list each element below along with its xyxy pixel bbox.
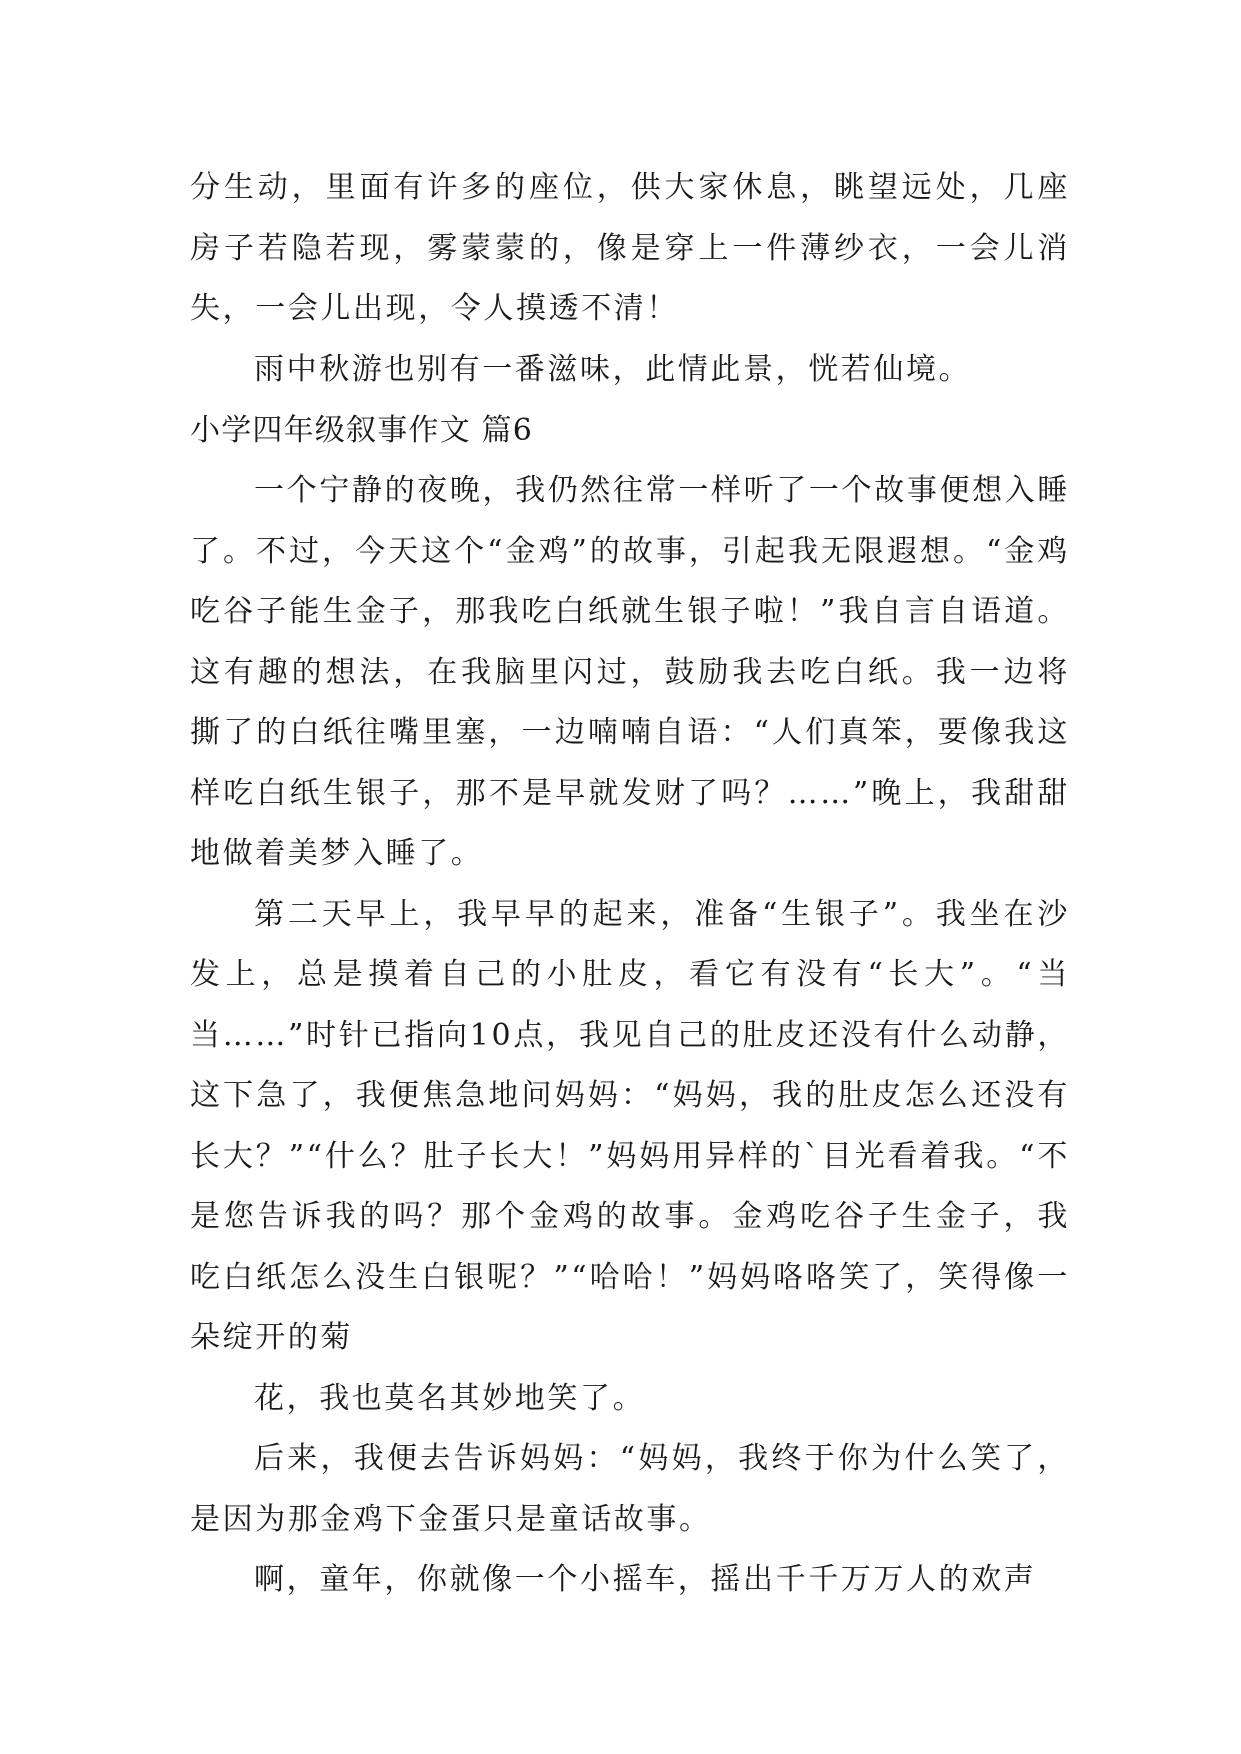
paragraph-rain-autumn-trip: 雨中秋游也别有一番滋味，此情此景，恍若仙境。	[254, 351, 972, 387]
paragraph-next-morning: 第二天早上，我早早的起来，准备“生银子”。我坐在沙发上，总是摸着自己的小肚皮，看它有没有“长大”。“当当……”时针已指向10点，我见自己的肚皮还没有什么动静，这下急了，我便焦急地问妈妈：“妈妈，我的肚皮怎么还没有长大？”“什么？肚子长大！”妈妈用异样的`目光看着我。“不是您告诉我的吗？那个金鸡的故事。金鸡吃谷子生金子，我吃白纸怎么没生白银呢？”“哈哈！”妈妈咯咯笑了，笑得像一朵绽开的菊	[190, 896, 1070, 1355]
paragraph-later: 后来，我便去告诉妈妈：“妈妈，我终于你为什么笑了，是因为那金鸡下金蛋只是童话故事。	[190, 1441, 1070, 1537]
paragraph-laughed: 花，我也莫名其妙地笑了。	[254, 1380, 646, 1416]
section-heading: 小学四年级叙事作文 篇6	[190, 413, 534, 448]
paragraph-continued: 分生动，里面有许多的座位，供大家休息，眺望远处，几座房子若隐若现，雾蒙蒙的，像是穿上一件薄纱衣，一会儿消失，一会儿出现，令人摸透不清！	[190, 170, 1070, 326]
paragraph-childhood: 啊，童年，你就像一个小摇车，摇出千千万万人的欢声	[254, 1562, 1037, 1597]
document-body	[190, 158, 1070, 1611]
paragraph-golden-chicken-story: 一个宁静的夜晚，我仍然往常一样听了一个故事便想入睡了。不过，今天这个“金鸡”的故事，引起我无限遐想。“金鸡吃谷子能生金子，那我吃白纸就生银子啦！”我自言自语道。这有趣的想法，在我脑里闪过，鼓励我去吃白纸。我一边将撕了的白纸往嘴里塞，一边喃喃自语：“人们真笨，要像我这样吃白纸生银子，那不是早就发财了吗？……”晚上，我甜甜地做着美梦入睡了。	[190, 473, 1070, 871]
